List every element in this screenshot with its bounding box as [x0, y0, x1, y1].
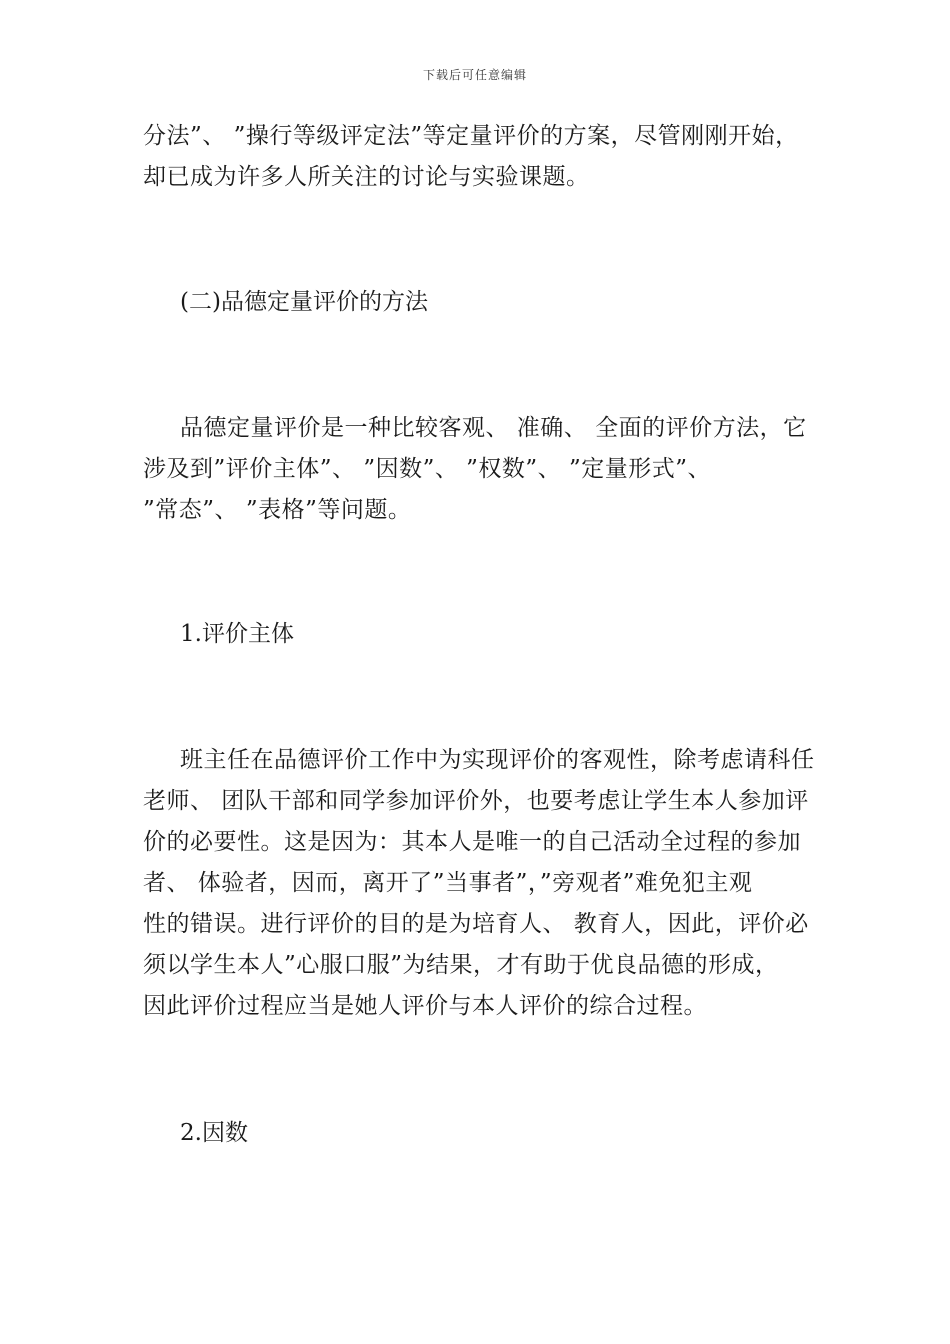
paragraph-line: 须以学生本人”心服口服”为结果，才有助于优良品德的形成，	[143, 952, 779, 978]
paragraph-evaluator	[143, 740, 815, 1027]
section-heading-factors: 2.因数	[180, 1120, 248, 1146]
paragraph-line: 品德定量评价是一种比较客观、 准确、 全面的评价方法，它	[180, 415, 807, 441]
paragraph-line: 分法”、 ”操行等级评定法”等定量评价的方案，尽管刚刚开始，	[143, 123, 799, 149]
paragraph-line: 却已成为许多人所关注的讨论与实验课题。	[143, 164, 590, 190]
paragraph-intro	[143, 408, 808, 531]
paragraph-line: 性的错误。进行评价的目的是为培育人、 教育人，因此，评价必	[143, 911, 809, 937]
section-heading-evaluator: 1.评价主体	[180, 621, 294, 647]
paragraph-continuation	[143, 116, 808, 198]
paragraph-line: 因此评价过程应当是她人评价与本人评价的综合过程。	[143, 993, 707, 1019]
page-header: 下载后可任意编辑	[422, 68, 527, 82]
paragraph-line: 涉及到”评价主体”、 ”因数”、 ”权数”、 ”定量形式”、	[143, 456, 711, 482]
section-heading-methods: (二)品德定量评价的方法	[180, 289, 428, 315]
paragraph-line: 者、 体验者，因而，离开了”当事者”，”旁观者”难免犯主观	[143, 870, 753, 896]
paragraph-line: ”常态”、 ”表格”等问题。	[143, 497, 412, 523]
paragraph-line: 老师、 团队干部和同学参加评价外，也要考虑让学生本人参加评	[143, 788, 809, 814]
paragraph-line: 班主任在品德评价工作中为实现评价的客观性，除考虑请科任	[180, 747, 815, 773]
paragraph-line: 价的必要性。这是因为：其本人是唯一的自己活动全过程的参加	[143, 829, 801, 855]
